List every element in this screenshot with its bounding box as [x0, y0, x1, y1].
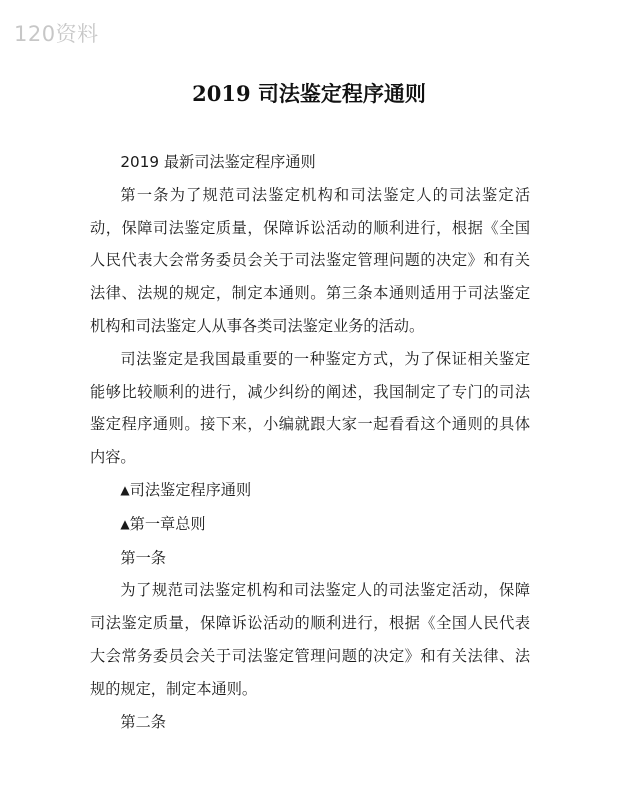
- bullet-item: [90, 474, 530, 508]
- document-body: [90, 146, 530, 738]
- subtitle-paragraph: 2019 最新司法鉴定程序通则: [120, 153, 316, 171]
- bullet-text: 第一章总则: [129, 514, 206, 533]
- intro-paragraph: 第一条为了规范司法鉴定机构和司法鉴定人的司法鉴定活动，保障司法鉴定质量，保障诉讼活动的顺利进行，根据《全国人民代表大会常务委员会关于司法鉴定管理问题的决定》和有关法律、法规的规定，制定本通则。第三条本通则适用于司法鉴定机构和司法鉴定人从事各类司法鉴定业务的活动。: [90, 185, 530, 335]
- triangle-icon: ▲: [120, 482, 130, 497]
- bullet-item: [90, 508, 530, 542]
- article-paragraph: 为了规范司法鉴定机构和司法鉴定人的司法鉴定活动，保障司法鉴定质量，保障诉讼活动的顺利进行，根据《全国人民代表大会常务委员会关于司法鉴定管理问题的决定》和有关法律、法规的规定，制定本通则。: [90, 581, 530, 698]
- article-heading: 第二条: [120, 712, 166, 731]
- watermark: 120资料: [14, 22, 99, 46]
- bullet-text: 司法鉴定程序通则: [129, 480, 252, 499]
- triangle-icon: ▲: [120, 516, 130, 531]
- summary-paragraph: 司法鉴定是我国最重要的一种鉴定方式，为了保证相关鉴定能够比较顺利的进行，减少纠纷的阐述，我国制定了专门的司法鉴定程序通则。接下来，小编就跟大家一起看看这个通则的具体内容。: [90, 349, 530, 467]
- document-title: 2019 司法鉴定程序通则: [192, 81, 426, 106]
- article-heading: 第一条: [120, 548, 166, 567]
